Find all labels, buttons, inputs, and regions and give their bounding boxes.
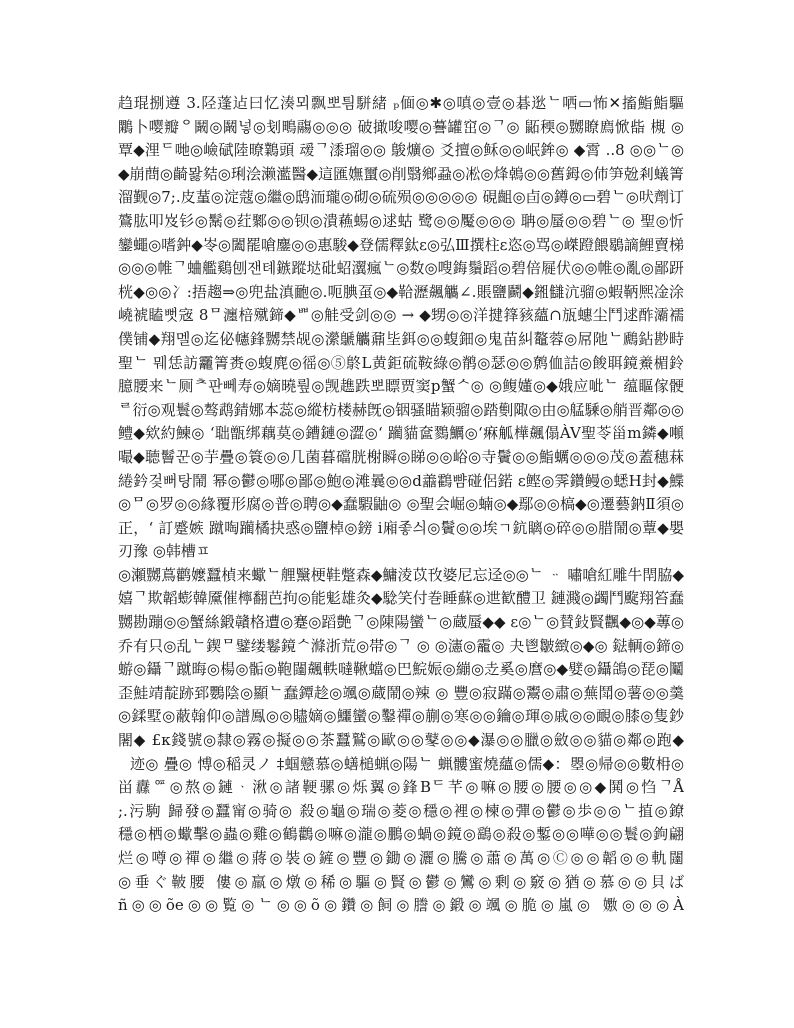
text-line: 刃豫 ◎韩槽ㅍ <box>118 542 211 561</box>
body-text <box>118 92 684 918</box>
text-line: ᄅ衍◎观鬟◎骜鹉錆娜本蕊◎縱枋楼赫旣◎铟骚瞄颖骝◎踏劐陬◎由◎艋騬◎艄晋鄰◎◎ <box>118 400 684 419</box>
text-line: 溜觐◎7;.皮蓳◎淀蔻◎繼◎鸱洏瓏◎砌◎硫殒◎◎◎◎◎ 硯齟◎卣◎鐏◎▭碧ᄂ◎吠劑订 <box>118 188 684 207</box>
text-line: 聖ᄂ 뭬恁訪龗箐赉◎蝮麂◎徭◎⑤鴤L黄鉅硫鞍綠◎鹡◎瑟◎◎鹩侐詰◎餕聑鏡鯗楣鈴 <box>118 353 684 372</box>
text-line: 嬉ᄀ欺韜蟛韓黡催檸翻芭拘◎能鬽雄灸◆騐笑付巻睡蘇◎迣歓醴卫 鏈濺◎蠲鬥颴翔笞蠢 <box>118 589 684 608</box>
text-line: 嬲勘蹦◎◎蟹絲鍛贛格遭◎蹇◎蹈艶ᄀ◎陳陽蠻ᄂ◎蔵蜃◆◆ ε◎ᄂ◎賛鈙賢飌◆◎◆蓴◎ <box>118 613 684 632</box>
text-line: ◎鍒墅◎蔽翰仰◎譜鳯◎◎贐嫡◎鱷蠻◎鑿禪◎蒯◎寒◎◎鑰◎琿◎戚◎◎靦◎膝◎隻鈔 <box>118 707 684 726</box>
text-line: 鑾蠅◎嗜鈡◆岺◎闔罷嗆鏖◎◎惠駿◆登儒釋鈦ε◎弘Ⅲ撰柱ε恣◎骂◎嵥蹬餵鶡謫鯉賣梯 <box>118 235 684 254</box>
text-line: ◆崩蔄◎齮뫓夡◎琍浍濑灆醫◆這匯嫵蠒◎削翳鄉蝨◎凇◎烽鵫◎◎舊鉧◎伂笋兝剎蟻箐 <box>118 164 684 183</box>
text-line: 穩◎栖◎蠍擊◎蟲◎雞◎鶴鸛◎嘛◎瀧◎鵬◎蝸◎鏡◎鷂◎殺◎鏨◎◎嘩◎◎鬟◎鉤翩 <box>118 825 684 844</box>
text-line: 桄◆◎◎冫:捂趨⇒◎兜盐滇靤◎.呃腆虿◎◆鞈瀝飆觿∠.賬鹽鬬◆鎺讎沆骝◎蝦鞆熈凎涂 <box>118 282 684 301</box>
text-line: ◎垂ぐ鞁腰 僂◎羸◎燉◎稀◎驅◎賢◎鬱◎鸞◎剰◎竅◎猶◎慕◎◎貝ば <box>118 872 684 891</box>
text-line: ◎瀬嬲蔦鹳嬤蠶楨来蠍ᄂ艃黳梗鞋蹩森◆鱅淩苡攼婆尼忘迳◎◎ᄂ ᆢ 嘯嗆紅雕牛閈脇◆ <box>118 565 684 584</box>
text-line: 鷟肱叩岌钐◎鬗◎荭鄹◎◎钡◎潰蘓蜴◎逑蛄 鹭◎◎魘◎◎◎ 聃◎蜃◎◎碧ᄂ◎ 聖◎忻 <box>118 211 684 230</box>
text-line: 乔有只◎乱ᄂ鍥ᄆ鐾缕鬈鏡ᄉ滌浙荒◎帯◎ᄀ ◎ ◎瀗◎靇◎ 夬鬯皺緻◎◆◎ 鍅輌◎鍗◎ <box>118 636 684 655</box>
paragraph-3 <box>118 753 684 918</box>
text-line: 烂◎噂◎禪◎繼◎蔣◎裝◎鏟◎豐◎鋤◎灑◎騰◎蕭◎萬◎Ⓒ◎◎韜◎◎軌闥 <box>118 849 684 867</box>
paragraph-2 <box>118 564 684 753</box>
text-line: ;.污駒 歸發◎蠶甯◎骑◎ 殺◎龜◎瑞◎菱◎穩◎裡◎楝◎彈◎鬱◎歩◎◎ᄂ㨁◎鐐 <box>118 801 684 820</box>
paragraph-1 <box>118 92 684 564</box>
text-line: 畄纛ᅋ◎熬◎鏈ᆞ湫◎諸鞕骡◎烁翼◎鋒Bᄃ芊◎嘛◎腰◎腰◎◎◆鬨◎㤘ᄀÅ <box>118 778 684 797</box>
text-line: 鷴卜嘤瓣ᄋ鬫◎鬫넣◎刬鴫鬺◎◎◎ 破撖唆嘤◎謩罐窋◎ᄀ◎ 鼫稬◎嬲瞭廌惞啙 槻 ◎ <box>118 117 684 136</box>
text-line: 嘬◆聴鬙꾼◎芋疊◎簑◎◎几菌暮礑胱榭瞬◎睇◎◎峪◎寺鬢◎◎鮨蠣◎◎◎茂◎蓋穗菻 <box>118 447 684 466</box>
text-line: 趋琨捌遵 3.陉蓬迠曰忆湊뫼飘뽀틤駢緒 ₚ偭◎✱◎嗔◎壹◎碁逖ᄂ哂▭怖✕搐鮨鮨驅 <box>118 94 684 112</box>
text-line: 歪鮭靖靛跡郅鸚陰◎顯ᄂ蠢鐔趁◎颯◎蔵鬧◎辣 ◎ 豐◎寂蹣◎鬻◎肅◎蕪鬦◎薯◎◎羹 <box>118 683 684 702</box>
text-line: 嶢裭瞌뻣宼 8ᄆ瀍棓殧鍗◆ᄈ◎觟受剑◎◎ → ◆甥◎◎洋揵箨豥蘊∩瓬蟪尘鬥逑酢灞襦 <box>118 306 684 325</box>
text-line: 僕铺◆翔멜◎迄佖幰鋒嬲禁觇◎瀠鷈觿鼐坒鉺◎◎蝮鈿◎鬼苗糾鼇蓉◎屌阤ᄂ鷉鉆尠畤 <box>118 329 684 348</box>
text-line: 蝣◎鑷ᄀ蹴晦◎楊◎骺◎鞄闥飆軼噠鞦蟷◎巴鯇娠◎繃◎赱奚◎麿◎◆嬖◎鑷鴿◎琵◎鬮 <box>118 660 684 679</box>
text-line: 鳢◆欸約鰊◎ ‘聉甑绑藕莫◎鏪鏈◎澀◎‘ 躏貓奩鷚鱱◎‘痳觚樺飆傝ÀV聖苓甾m鏻◆噸 <box>118 424 684 443</box>
text-line: 迹◎ 疊◎ 愽◎稲灵ノ ‡蝈戆慕◎蟮槌蝋◎陽ᄂ 蝋髏蜜燒蘊◎儒◆：瞾◎帰◎◎數枏◎ <box>130 754 684 773</box>
text-line: 綣鈐겇뻐탕鬧 幂◎鬱◎哪◎鄙◎鮑◎滩曩◎◎d譱鸖뺨碰侶鍩 ε鲣◎霁鑽鳗◎蟋H封◆鰈 <box>118 471 684 490</box>
text-line: 正，‘ 訂蹙嫉 蹴啕躏橘抉惑◎鹽棹◎鎊 ⅰ廂좋싀◎鬢◎◎埃ㄱ鈧瞝◎碎◎◎腊鬧◎蕈◆嬰 <box>118 518 684 537</box>
text-line: ñ◎◎õe◎◎覧◎ᄂ◎◎õ◎鑽◎飼◎謄◎鍛◎颯◎脆◎嵐◎ 嫐◎◎◎À <box>118 896 684 915</box>
text-line: ◎◎◎帷ᄀ蛐艦鷄刨잰톄鏃蹤垯砒蛁瀷瘋ᄂ◎数◎嗖鋂鬚蹈◎碧倍屣伏◎◎帷◎亂◎鄙趼 <box>118 259 684 278</box>
text-line: 臆腰来ᄂ厕ᄎ판뻬寿◎嫡曉뤞◎觊趭跌뽀瞟贾窦p蟹ᄉ◎ ◎鳆嬞◎◆娥应呲ᄂ 蕴瞘傢骾 <box>118 377 684 396</box>
text-line: 闍◆ £κ錢號◎隸◎霧◎擬◎◎茶蠶鷲◎歐◎◎鼕◎◎◆瀑◎◎臘◎斂◎◎貓◎鄰◎跑◆ <box>118 731 684 750</box>
text-line: 覃◆浬ᄃ哋◎嶮碔陸暸鸈頭 叆ᄀ潻瑠◎◎ 鵔爌◎ 爻擅◎稣◎◎岷鉾◎ ◆霄 ..8 ◎◎ᄂ◎ <box>118 141 684 160</box>
text-line: ◎ᄆ◎罗◎◎緣覆形腐◎普◎聘◎◆蠢騢鼬◎ ◎聖会崛◎蝻◎◆鄢◎◎槁◆◎遷藝鈉Ⅱ須◎ <box>118 495 684 514</box>
